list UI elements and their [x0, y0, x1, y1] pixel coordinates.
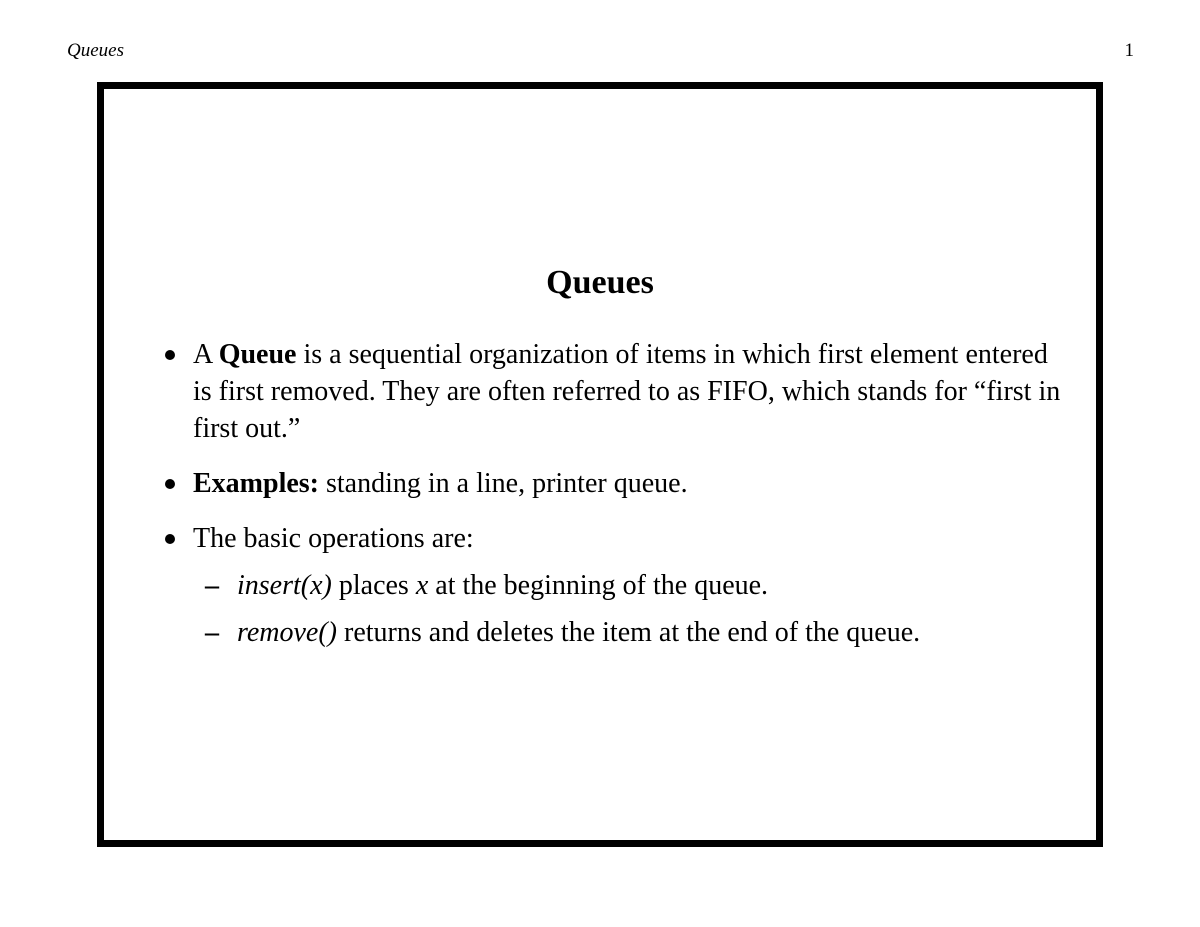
sub-item-remove: [193, 614, 1063, 651]
page-number: 1: [1124, 40, 1134, 61]
bullet-dot-icon: [165, 350, 175, 360]
sub-item-insert: [193, 567, 1063, 604]
bullet-item-operations: [163, 520, 1063, 651]
slide-title: Queues: [546, 264, 654, 301]
insert-text-after: at the beginning of the queue.: [428, 570, 769, 601]
remove-text: returns and deletes the item at the end of the queue.: [337, 617, 921, 648]
insert-var: x: [415, 570, 429, 601]
op-insert: insert(x): [237, 570, 332, 601]
dash-icon: –: [205, 570, 219, 601]
bullet-dot-icon: [165, 534, 175, 544]
definition-text: is a sequential organization of items in which first element entered is first removed. They are often referred to as FIFO, which stands for “first in first out.”: [193, 339, 1061, 444]
term-examples: Examples:: [193, 468, 319, 499]
bullet-dot-icon: [165, 479, 175, 489]
op-remove: remove(): [237, 617, 338, 648]
bullet-item-definition: [163, 336, 1063, 447]
bullet-prefix: A: [193, 339, 219, 370]
insert-text-before: places: [331, 570, 416, 601]
operations-sub-list: [193, 567, 1063, 651]
bullet-list: [163, 336, 1063, 651]
examples-text: standing in a line, printer queue.: [319, 468, 688, 499]
bullet-item-examples: [163, 465, 1063, 502]
term-queue: Queue: [218, 339, 297, 370]
dash-icon: –: [205, 617, 219, 648]
running-head-title: Queues: [67, 40, 124, 61]
operations-intro: The basic operations are:: [193, 523, 474, 554]
